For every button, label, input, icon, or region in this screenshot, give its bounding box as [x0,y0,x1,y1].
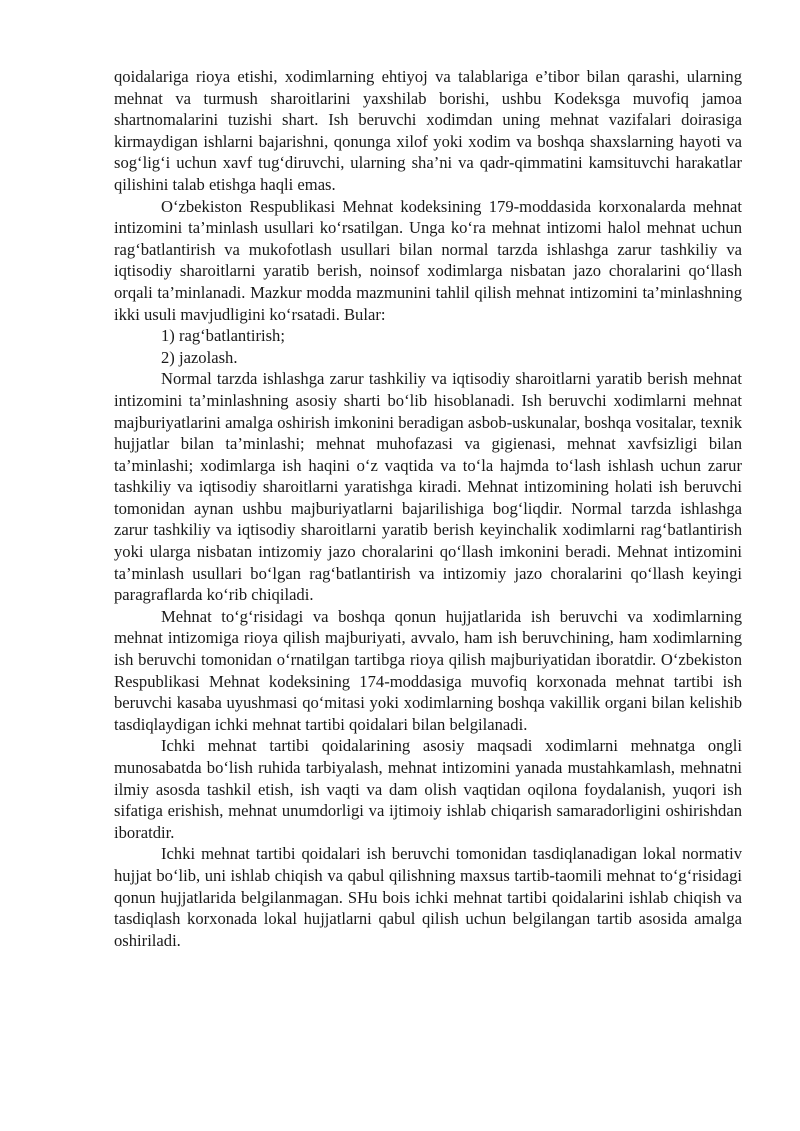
list-item-encouragement: 1) rag‘batlantirish; [161,326,285,346]
paragraph-continuation: qoidalariga rioya etishi, xodimlarning ehtiyoj va talablariga e’tibor bilan qarashi, ularning mehnat va turmush sharoitlarini yaxshilab borishi, ushbu Kodeksga muvofiq jamoa shartnomalarini tuzishi shart. Ish beruvchi xodimdan uning mehnat vazifalari doirasiga kirmaydigan ishlarni bajarishni, qonunga xilof yoki xodim va boshqa shaxslarning hayoti va sog‘lig‘i uchun xavf tug‘diruvchi, ularning sha’ni va qadr-qimmatini kamsituvchi harakatlar qilishini talab etishga haqli emas. [114,67,742,194]
paragraph-internal-rules-approval: Ichki mehnat tartibi qoidalari ish beruvchi tomonidan tasdiqlanadigan lokal normativ hujjat bo‘lib, uni ishlab chiqish va qabul qilishning maxsus tartib-taomili mehnat to‘g‘risidagi qonun hujjatlarida belgilanmagan. SHu bois ichki mehnat tartibi qoidalarini ishlab chiqish va tasdiqlash korxonada lokal hujjatlarni qabul qilish uchun belgilangan tartib asosida amalga oshiriladi. [114,844,742,950]
paragraph-working-conditions: Normal tarzda ishlashga zarur tashkiliy va iqtisodiy sharoitlarni yaratib berish mehnat intizomini ta’minlashning asosiy sharti bo‘lib hisoblanadi. Ish beruvchi xodimlarni mehnat majburiyatlarini amalga oshirish imkonini beradigan asbob-uskunalar, boshqa vositalar, texnik hujjatlar bilan ta’minlashi; mehnat muhofazasi va gigienasi, mehnat xavfsizligi bilan ta’minlashi; xodimlarga ish haqini o‘z vaqtida va to‘la hajmda to‘lash ishlash uchun zarur tashkiliy va iqtisodiy sharoitlarni yaratishga kiradi. Mehnat intizomining holati ish beruvchi tomonidan aynan ushbu majburiyatlarni bajarilishiga bog‘liqdir. Normal tarzda ishlashga zarur tashkiliy va iqtisodiy sharoitlarni yaratib berish keyinchalik xodimlarni rag‘batlantirish yoki ularga nisbatan intizomiy jazo choralarini qo‘llash imkonini beradi. Mehnat intizomini ta’minlash usullari bo‘lgan rag‘batlantirish va intizomiy jazo choralarini qo‘llash keyingi paragraflarda ko‘rib chiqiladi. [114,369,742,605]
paragraph-article-174: Mehnat to‘g‘risidagi va boshqa qonun hujjatlarida ish beruvchi va xodimlarning mehnat intizomiga rioya qilish majburiyati, avvalo, ham ish beruvchining, ham xodimlarning ish beruvchi tomonidan o‘rnatilgan tartibga rioya qilish majburiyatidan iboratdir. O‘zbekiston Respublikasi Mehnat kodeksining 174-moddasiga muvofiq korxonada mehnat tartibi ish beruvchi kasaba uyushmasi qo‘mitasi yoki xodimlarning boshqa vakillik organi bilan kelishib tasdiqlaydigan ichki mehnat tartibi qoidalari bilan belgilanadi. [114,606,742,734]
paragraph-article-179: O‘zbekiston Respublikasi Mehnat kodeksining 179-moddasida korxonalarda mehnat intizomini ta’minlash usullari ko‘rsatilgan. Unga ko‘ra mehnat intizomi halol mehnat uchun rag‘batlantirish va mukofotlash usullari bilan normal tarzda ishlashga zarur tashkiliy va iqtisodiy sharoitlarni yaratib berish, noinsof xodimlarga nisbatan jazo choralarini qo‘llash orqali ta’minlanadi. Mazkur modda mazmunini tahlil qilish mehnat intizomini ta’minlashning ikki usuli mavjudligini ko‘rsatadi. Bular: [114,196,742,324]
document-page [114,66,742,951]
paragraph-internal-rules-purpose: Ichki mehnat tartibi qoidalarining asosiy maqsadi xodimlarni mehnatga ongli munosabatda bo‘lish ruhida tarbiyalash, mehnat intizomini yanada mustahkamlash, mehnatni ilmiy asosda tashkil etish, ish vaqti va dam olish vaqtidan oqilona foydalanish, yuqori ish sifatiga erishish, mehnat unumdorligi va ijtimoiy ishlab chiqarish samaradorligini oshirishdan iboratdir. [114,736,742,842]
list-item-punishment: 2) jazolash. [161,347,238,367]
